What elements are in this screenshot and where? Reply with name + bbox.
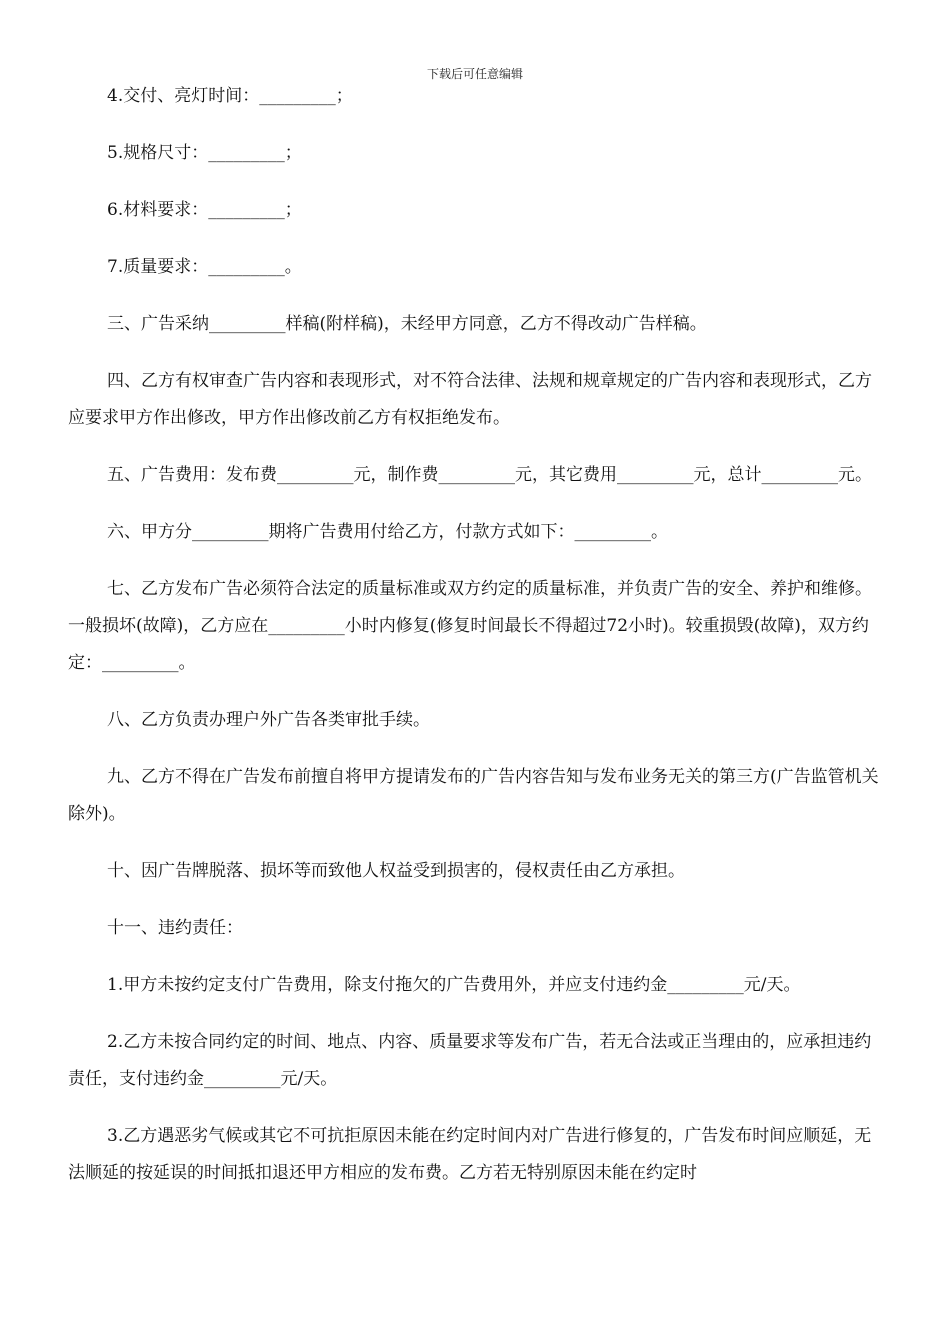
section-4-review: 四、乙方有权审查广告内容和表现形式，对不符合法律、法规和规章规定的广告内容和表现形式，乙方应要求甲方作出修改，甲方作出修改前乙方有权拒绝发布。 bbox=[68, 371, 872, 428]
document-body bbox=[68, 78, 884, 1192]
page-header-note: 下载后可任意编辑 bbox=[426, 67, 523, 81]
breach-clause-1: 1.甲方未按约定支付广告费用，除支付拖欠的广告费用外，并应支付违约金_________元/天。 bbox=[107, 975, 801, 995]
section-7-maintenance: 七、乙方发布广告必须符合法定的质量标准或双方约定的质量标准，并负责广告的安全、养护和维修。一般损坏(故障)，乙方应在_________小时内修复(修复时间最长不得超过72小时)。较重损毁(故障)，双方约定：_________。 bbox=[68, 579, 872, 673]
clause-6-materials: 6.材料要求：_________； bbox=[107, 200, 302, 220]
clause-4-delivery-time: 4.交付、亮灯时间：_________； bbox=[107, 86, 353, 106]
breach-clause-3: 3.乙方遇恶劣气候或其它不可抗拒原因未能在约定时间内对广告进行修复的，广告发布时间应顺延，无法顺延的按延误的时间抵扣退还甲方相应的发布费。乙方若无特别原因未能在约定时 bbox=[68, 1126, 872, 1183]
section-9-confidentiality: 九、乙方不得在广告发布前擅自将甲方提请发布的广告内容告知与发布业务无关的第三方(广告监管机关除外)。 bbox=[68, 767, 879, 824]
section-11-breach-heading: 十一、违约责任： bbox=[107, 918, 243, 938]
clause-5-size: 5.规格尺寸：_________； bbox=[107, 143, 302, 163]
section-8-approval: 八、乙方负责办理户外广告各类审批手续。 bbox=[107, 710, 430, 730]
section-5-fees: 五、广告费用：发布费_________元，制作费_________元，其它费用_________元，总计_________元。 bbox=[107, 465, 872, 485]
section-10-liability: 十、因广告牌脱落、损坏等而致他人权益受到损害的，侵权责任由乙方承担。 bbox=[107, 861, 685, 881]
section-6-payment: 六、甲方分_________期将广告费用付给乙方，付款方式如下：_________。 bbox=[107, 522, 668, 542]
section-3-draft: 三、广告采纳_________样稿(附样稿)，未经甲方同意，乙方不得改动广告样稿。 bbox=[107, 314, 707, 334]
clause-7-quality: 7.质量要求：_________。 bbox=[107, 257, 302, 277]
breach-clause-2: 2.乙方未按合同约定的时间、地点、内容、质量要求等发布广告，若无合法或正当理由的，应承担违约责任，支付违约金_________元/天。 bbox=[68, 1032, 872, 1089]
